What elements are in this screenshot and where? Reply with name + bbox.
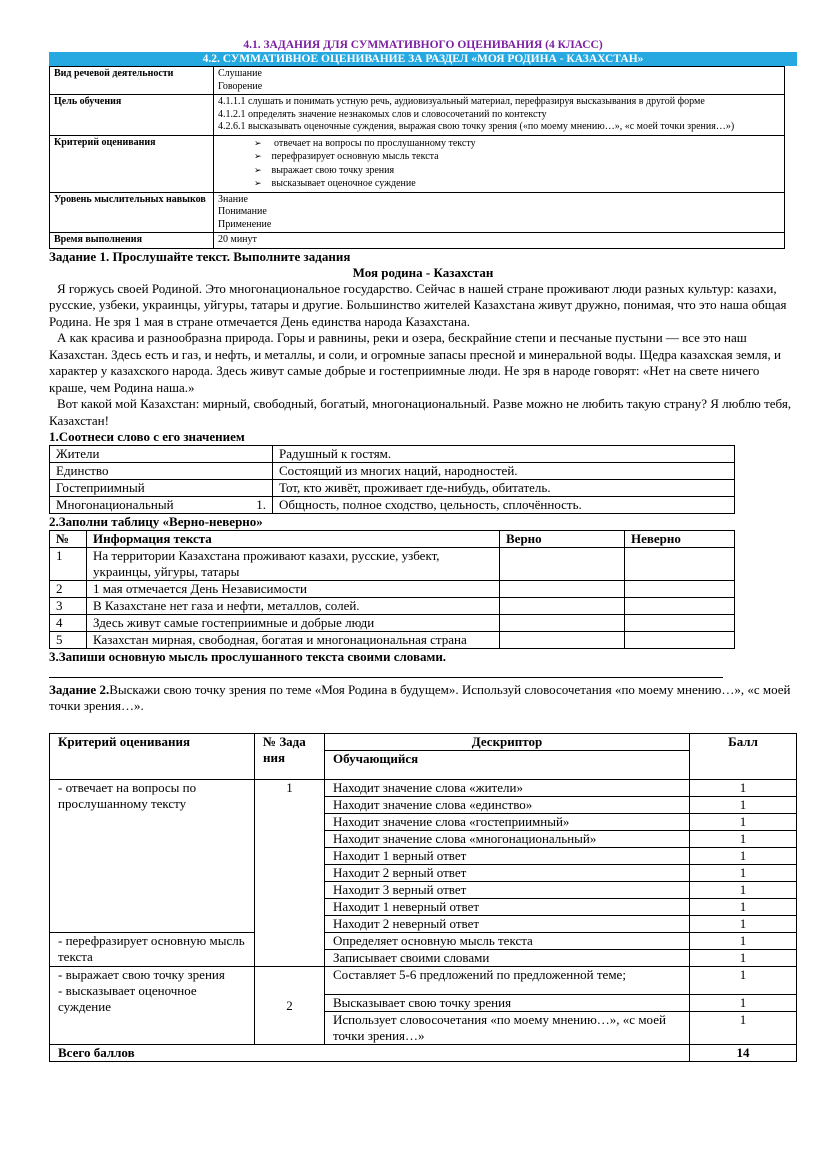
meaning-cell: Состоящий из многих наций, народностей. (273, 463, 735, 480)
word-cell: Многонациональный 1. (50, 497, 273, 514)
activity-label: Вид речевой деятельности (50, 67, 214, 95)
matching-table (49, 445, 735, 514)
total-value: 14 (690, 1045, 797, 1062)
level-values: Знание Понимание Применение (214, 192, 785, 233)
rubric-table: Критерий оценивания № Зада ния Дескриптор Балл Обучающийся - отвечает на вопросы по прослушанному тексту 1 Находит значение слова «жители» 1 Находит значение слова «единство» 1 Находит значение слова «гостеприимный» 1 Находит значение слова «многонациональный» 1 Находит 1 верный ответ 1 Находит 2 верный ответ 1 Находит 3 верный ответ 1 Находит 1 неверный ответ 1 Находит 2 неверный ответ 1 - перефразирует основную мысль текста Определяет основную мысль текста 1 Записывает своими словами 1 - выражает свою точку зрения - высказывает оценочное суждение 2 Составляет 5-6 предложений по предложенной теме; 1 Высказывает свою точку зрения 1 Использует словосочетания «по моему мнению…», «с моей точки зрения…» 1 Всего баллов 14 (49, 733, 797, 1062)
worksheet-page (49, 38, 797, 1062)
criteria-cell: - отвечает на вопросы по прослушанному тексту (50, 780, 255, 933)
true-answer-cell[interactable] (500, 615, 625, 632)
text-paragraph: Я горжусь своей Родиной. Это многонациональное государство. Сейчас в нашей стране проживают люди разных культур: казахи, русские, узбеки, украинцы, уйгуры, татары и другие. Большинство жителей Казахстана живут дружно, понимая, что это наша общая Родина. Не зря 1 мая в стране отмечается День единства народа Казахстана. (49, 280, 787, 329)
text-paragraph: Вот какой мой Казахстан: мирный, свободный, богатый, многонациональный. Разве можно не любить такую страну? Я люблю тебя, Казахстан! (49, 396, 792, 428)
criteria-item: ➢ отвечает на вопросы по прослушанному тексту (254, 137, 780, 151)
col-num-header: № (50, 531, 87, 548)
true-answer-cell[interactable] (500, 548, 625, 581)
criteria-cell: - выражает свою точку зрения - высказывает оценочное суждение (50, 967, 255, 1045)
meaning-cell: Радушный к гостям. (273, 446, 735, 463)
col-info-header: Информация текста (87, 531, 500, 548)
task1-heading: Задание 1. Прослушайте текст. Выполните задания (49, 248, 351, 264)
rubric-learner-header: Обучающийся (325, 751, 690, 780)
criteria-item: ➢ перефразирует основную мысль текста (254, 150, 780, 164)
rubric-descriptor-header: Дескриптор (325, 734, 690, 751)
true-false-table (49, 530, 735, 649)
level-label: Уровень мыслительных навыков (50, 192, 214, 233)
col-true-header: Верно (500, 531, 625, 548)
rubric-criteria-header: Критерий оценивания (50, 734, 255, 780)
total-label: Всего баллов (50, 1045, 690, 1062)
info-table (49, 66, 785, 249)
word-cell: Гостеприимный (50, 480, 273, 497)
table-row: 3 В Казахстане нет газа и нефти, металлов, солей. (50, 598, 735, 615)
false-answer-cell[interactable] (625, 581, 735, 598)
rubric-num-header: № Зада ния (255, 734, 325, 780)
word-cell: Жители (50, 446, 273, 463)
matching-row (50, 463, 735, 480)
table-row: 4 Здесь живут самые гостеприимные и добрые люди (50, 615, 735, 632)
word-cell: Единство (50, 463, 273, 480)
matching-row (50, 497, 735, 514)
false-answer-cell[interactable] (625, 598, 735, 615)
activity-values: Слушание Говорение (214, 67, 785, 95)
goal-values: 4.1.1.1 слушать и понимать устную речь, аудиовизуальный материал, перефразируя высказывания в другой форме 4.1.2.1 определять значение незнакомых слов и словосочетаний по контексту 4.2.6.1 высказывать оценочные суждения, выражая свою точку зрения («по моему мнению…», «с моей точки зрения…») (214, 95, 785, 136)
q1-heading: 1.Соотнеси слово с его значением (49, 429, 245, 444)
goal-label: Цель обучения (50, 95, 214, 136)
false-answer-cell[interactable] (625, 632, 735, 649)
q2-heading: 2.Заполни таблицу «Верно-неверно» (49, 514, 263, 529)
section-title: 4.1. ЗАДАНИЯ ДЛЯ СУММАТИВНОГО ОЦЕНИВАНИЯ (4 КЛАСС) (243, 39, 603, 51)
task-num-cell: 2 (255, 967, 325, 1045)
criteria-values (214, 135, 785, 192)
meaning-cell: Тот, кто живёт, проживает где-нибудь, обитатель. (273, 480, 735, 497)
table-row: 1 На территории Казахстана проживают казахи, русские, узбект, украинцы, уйгуры, татары (50, 548, 735, 581)
col-false-header: Неверно (625, 531, 735, 548)
table-row: 5 Казахстан мирная, свободная, богатая и многонациональная страна (50, 632, 735, 649)
false-answer-cell[interactable] (625, 615, 735, 632)
rubric-score-header: Балл (690, 734, 797, 780)
table-row: 2 1 мая отмечается День Независимости (50, 581, 735, 598)
summative-title-banner: 4.2. СУММАТИВНОЕ ОЦЕНИВАНИЕ ЗА РАЗДЕЛ «МОЯ РОДИНА - КАЗАХСТАН» (49, 52, 797, 66)
text-paragraph: А как красива и разнообразна природа. Горы и равнины, реки и озера, бескрайние степи и песчаные пустыни — все это наш Казахстан. Здесь есть и газ, и нефть, и металлы, и соли, и огромные запасы пресной и минеральной воды. Щедра казахская земля, и характер у казахского народа. Здесь живут самые добрые и гостеприимные люди. Не зря в народе говорят: «Нет на свете ничего краше, чем Родина наша.» (49, 330, 781, 395)
time-value: 20 минут (214, 233, 785, 249)
criteria-label: Критерий оценивания (50, 135, 214, 192)
true-answer-cell[interactable] (500, 581, 625, 598)
task-num-cell: 1 (255, 780, 325, 967)
answer-line[interactable] (49, 665, 723, 678)
meaning-cell: Общность, полное сходство, цельность, сплочённость. (273, 497, 735, 514)
time-label: Время выполнения (50, 233, 214, 249)
text-title: Моя родина - Казахстан (352, 264, 494, 280)
true-answer-cell[interactable] (500, 598, 625, 615)
true-answer-cell[interactable] (500, 632, 625, 649)
false-answer-cell[interactable] (625, 548, 735, 581)
matching-row (50, 446, 735, 463)
q3-heading: 3.Запиши основную мысль прослушанного текста своими словами. (49, 649, 447, 664)
matching-row (50, 480, 735, 497)
criteria-item: ➢ выражает свою точку зрения (254, 164, 780, 178)
criteria-item: ➢ высказывает оценочное суждение (254, 177, 780, 191)
criteria-cell: - перефразирует основную мысль текста (50, 933, 255, 967)
task2-prompt: Задание 2.Выскажи свою точку зрения по теме «Моя Родина в будущем». Используй словосочетания «по моему мнению…», «с моей точки зрения…». (49, 682, 791, 713)
